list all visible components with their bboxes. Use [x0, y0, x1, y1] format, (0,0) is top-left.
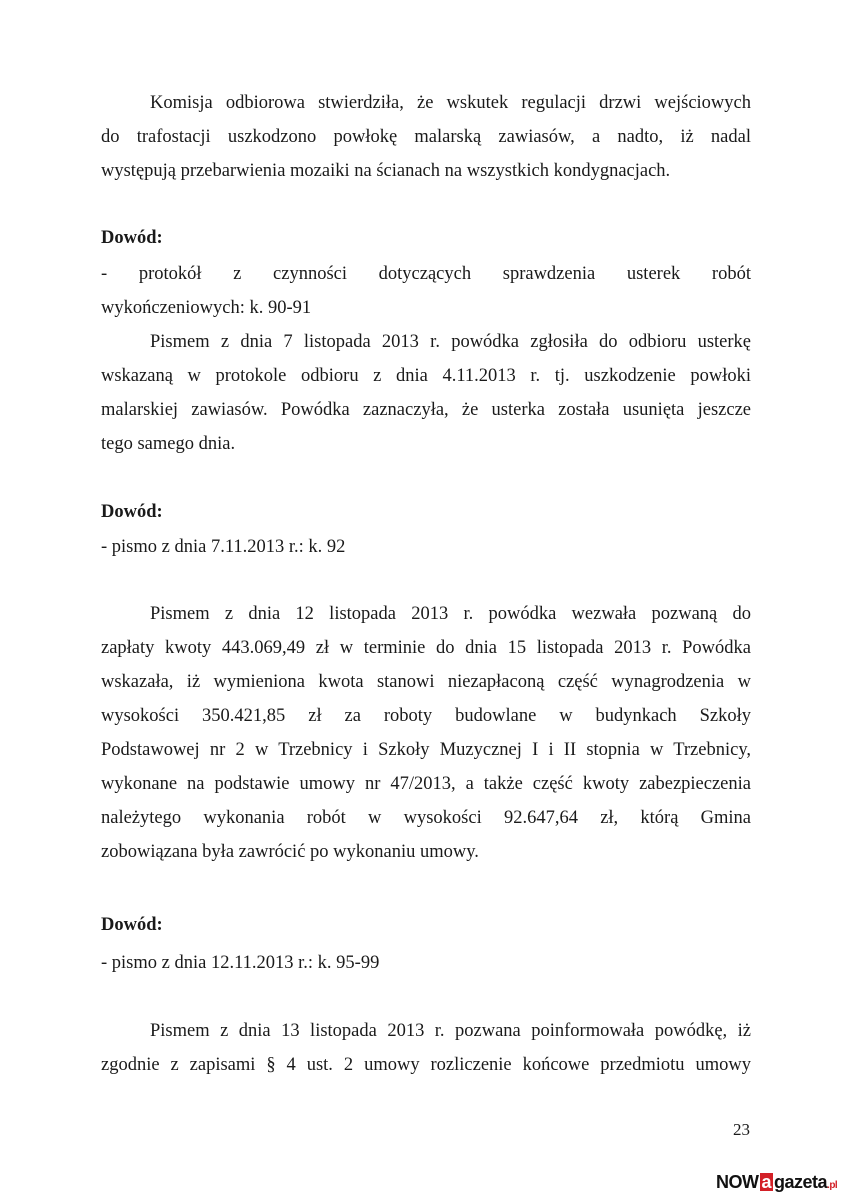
logo-text: NOW	[716, 1172, 759, 1192]
logo-text: gazeta	[774, 1172, 828, 1192]
evidence-heading: Dowód:	[101, 502, 163, 522]
text-line: Komisja odbiorowa stwierdziła, że wskutek regulacji drzwi wejściowych	[150, 93, 751, 113]
page-number: 23	[733, 1120, 750, 1139]
paragraph-letter-7-november	[101, 325, 751, 461]
text-line: wskazała, iż wymieniona kwota stanowi niezapłaconą część wynagrodzenia w	[101, 672, 751, 692]
evidence-item: - pismo z dnia 7.11.2013 r.: k. 92	[101, 537, 346, 557]
evidence-item: - pismo z dnia 12.11.2013 r.: k. 95-99	[101, 953, 380, 973]
evidence-item	[101, 257, 751, 325]
text-line: Pismem z dnia 13 listopada 2013 r. pozwana poinformowała powódkę, iż	[150, 1021, 751, 1041]
text-line: tego samego dnia.	[101, 434, 236, 454]
text-line: występują przebarwienia mozaiki na ścianach na wszystkich kondygnacjach.	[101, 161, 671, 181]
paragraph-commission-findings	[101, 86, 751, 188]
text-line: Pismem z dnia 7 listopada 2013 r. powódka zgłosiła do odbioru usterkę	[150, 332, 751, 352]
text-line: zgodnie z zapisami § 4 ust. 2 umowy rozliczenie końcowe przedmiotu umowy	[101, 1055, 751, 1075]
text-line: do trafostacji uszkodzono powłokę malarską zawiasów, a nadto, iż nadal	[101, 127, 751, 147]
text-line: zapłaty kwoty 443.069,49 zł w terminie do dnia 15 listopada 2013 r. Powódka	[101, 638, 751, 658]
text-line: - protokół z czynności dotyczących sprawdzenia usterek robót	[101, 264, 751, 284]
text-line: wykończeniowych: k. 90-91	[101, 298, 312, 318]
nowagazeta-watermark-logo	[716, 1172, 837, 1196]
text-line: należytego wykonania robót w wysokości 92.647,64 zł, którą Gmina	[101, 808, 751, 828]
text-line: wysokości 350.421,85 zł za roboty budowlane w budynkach Szkoły	[101, 706, 751, 726]
text-line: zobowiązana była zawrócić po wykonaniu umowy.	[101, 842, 479, 862]
text-line: Pismem z dnia 12 listopada 2013 r. powódka wezwała pozwaną do	[150, 604, 751, 624]
evidence-heading: Dowód:	[101, 915, 163, 935]
logo-text: .pl	[827, 1180, 838, 1191]
paragraph-letter-12-november	[101, 597, 751, 869]
paragraph-letter-13-november	[101, 1014, 751, 1082]
text-line: malarskiej zawiasów. Powódka zaznaczyła, że usterka została usunięta jeszcze	[101, 400, 751, 420]
text-line: wykonane na podstawie umowy nr 47/2013, a także część kwoty zabezpieczenia	[101, 774, 751, 794]
text-line: wskazaną w protokole odbioru z dnia 4.11.2013 r. tj. uszkodzenie powłoki	[101, 366, 751, 386]
text-line: Podstawowej nr 2 w Trzebnicy i Szkoły Muzycznej I i II stopnia w Trzebnicy,	[101, 740, 751, 760]
logo-text: a	[761, 1172, 772, 1192]
evidence-heading: Dowód:	[101, 228, 163, 248]
